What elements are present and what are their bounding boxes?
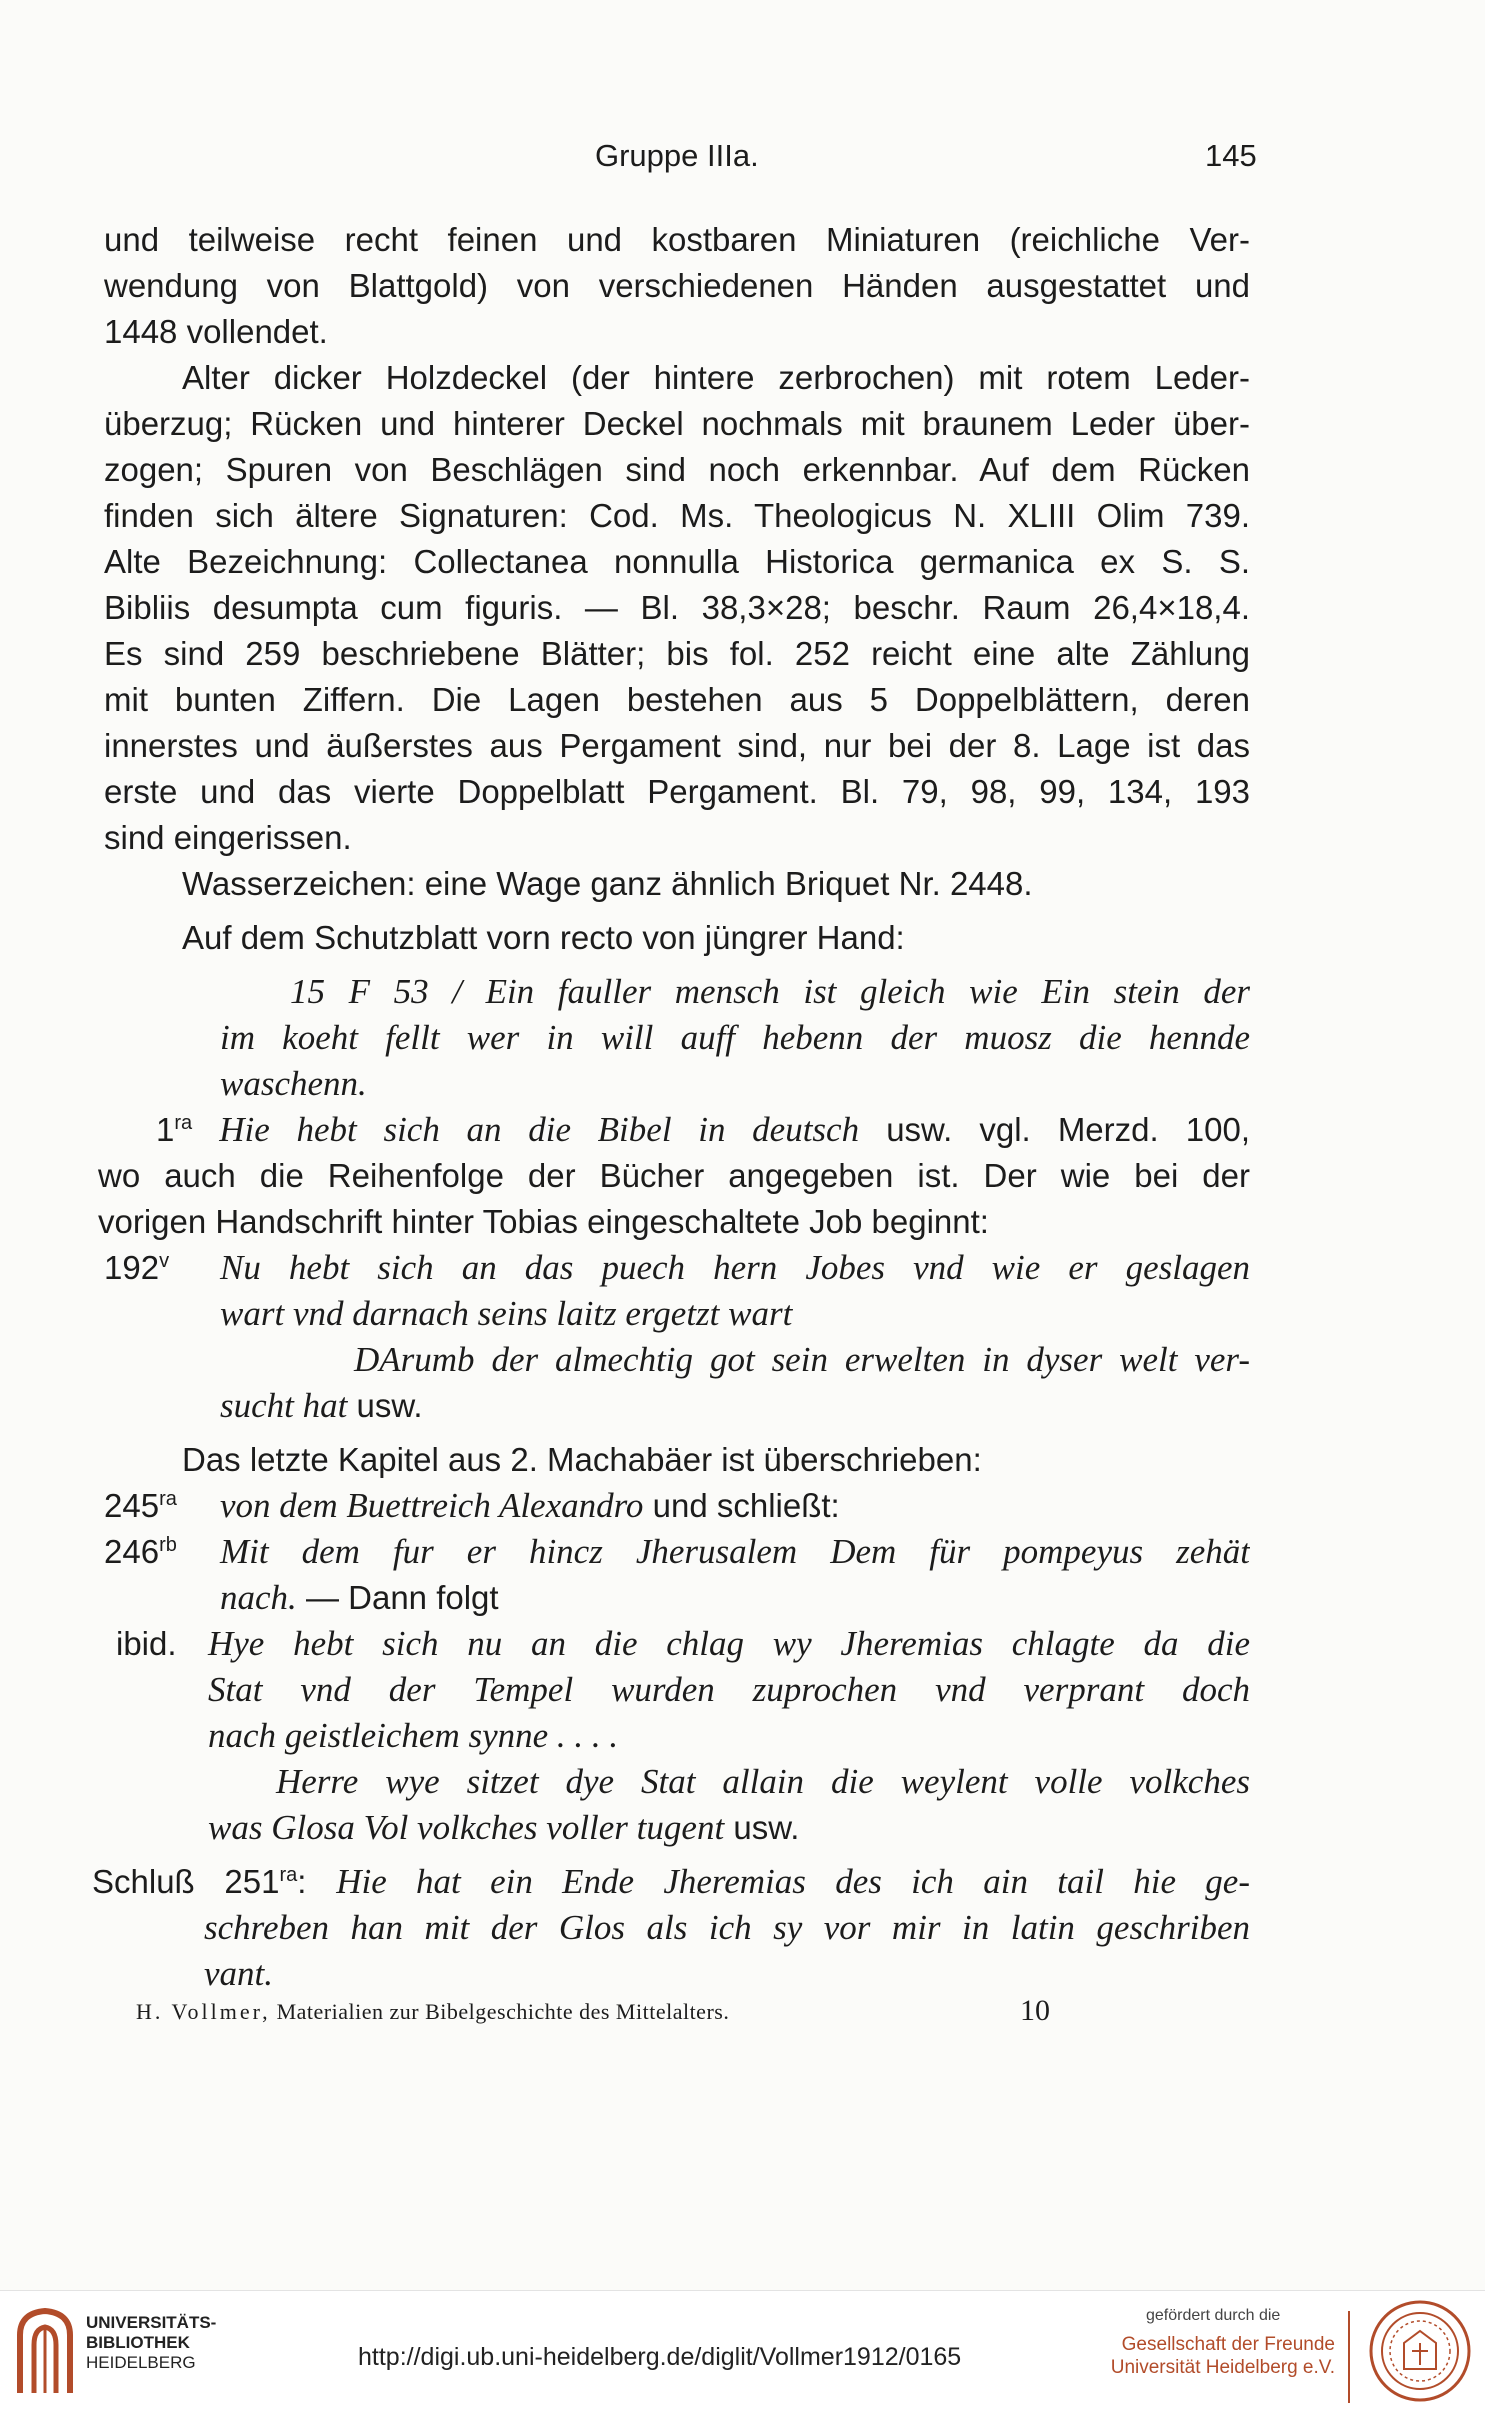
quote-text: Hie hat ein Ende Jheremias des ich ain tail hie ge- (336, 1862, 1250, 1901)
footnote-author: H. Vollmer, (136, 1999, 271, 2024)
quote-line: wart vnd darnach seins laitz ergetzt wart (220, 1294, 793, 1333)
text-line (104, 1529, 1250, 1575)
sponsor-society: Gesellschaft der Freunde Universität Heidelberg e.V. (1110, 2334, 1335, 2378)
quote-line: Herre wye sitzet dye Stat allain die weylent volle volkches (276, 1762, 1250, 1801)
sheet-signature: 10 (1020, 1994, 1050, 2027)
text-line: Alter dicker Holzdeckel (der hintere zerbrochen) mit rotem Leder- (182, 359, 1250, 396)
text-fragment: usw. (356, 1387, 423, 1424)
quote-line: Stat vnd der Tempel wurden zuprochen vnd verprant doch (208, 1670, 1250, 1709)
quote-line: waschenn. (220, 1064, 367, 1103)
quote-text: Hie hebt sich an die Bibel in deutsch (219, 1110, 860, 1149)
text-line: zogen; Spuren von Beschlägen sind noch erkennbar. Auf dem Rücken (104, 451, 1250, 488)
text-line: finden sich ältere Signaturen: Cod. Ms. Theologicus N. XLIII Olim 739. (104, 497, 1250, 534)
folio-number: 245 (104, 1487, 160, 1524)
quote-line: schreben han mit der Glos als ich sy vor mir in latin geschriben (204, 1908, 1250, 1947)
text-line: innerstes und äußerstes aus Pergament sind, nur bei der 8. Lage ist das (104, 727, 1250, 764)
folio-suffix: ra (174, 1112, 193, 1134)
text-line: Wasserzeichen: eine Wage ganz ähnlich Briquet Nr. 2448. (182, 865, 1033, 902)
text-line (104, 1621, 1250, 1667)
page-body (92, 217, 1250, 1997)
text-line (104, 1805, 1250, 1851)
digitization-footer (0, 2290, 1485, 2411)
quote-line: 15 F 53 / Ein fauller mensch ist gleich wie Ein stein der (290, 972, 1250, 1011)
quote-text: was Glosa Vol volkches voller tugent (208, 1808, 725, 1847)
quote-line: nach geistleichem synne . . . . (208, 1716, 619, 1755)
text-fragment: usw. (733, 1809, 800, 1846)
text-line: 1448 vollendet. (104, 313, 328, 350)
quote-line: vant. (204, 1954, 274, 1993)
folio-number: 246 (104, 1533, 160, 1570)
sponsor-label: gefördert durch die (1146, 2307, 1281, 2324)
footnote-title: Materialien zur Bibelgeschichte des Mittelalters. (276, 1999, 730, 2024)
quote-text: Nu hebt sich an das puech hern Jobes vnd wie er geslagen (220, 1248, 1250, 1287)
footer-divider (1348, 2311, 1350, 2403)
text-line (104, 1383, 1250, 1429)
text-line: Auf dem Schutzblatt vorn recto von jüngrer Hand: (182, 919, 905, 956)
folio-number: 1 (156, 1111, 175, 1148)
folio-number: ibid. (116, 1625, 177, 1662)
text-line: Bibliis desumpta cum figuris. — Bl. 38,3×28; beschr. Raum 26,4×18,4. (104, 589, 1250, 626)
text-line (104, 1575, 1250, 1621)
permalink-url[interactable]: http://digi.ub.uni-heidelberg.de/diglit/Vollmer1912/0165 (358, 2343, 962, 2371)
text-line: erste und das vierte Doppelblatt Pergament. Bl. 79, 98, 99, 134, 193 (104, 773, 1250, 810)
text-line: Es sind 259 beschriebene Blätter; bis fol. 252 reicht eine alte Zählung (104, 635, 1250, 672)
text-line: wo auch die Reihenfolge der Bücher angegeben ist. Der wie bei der (98, 1157, 1250, 1194)
quote-text: nach. (220, 1578, 297, 1617)
text-line: Alte Bezeichnung: Collectanea nonnulla Historica germanica ex S. S. (104, 543, 1250, 580)
text-line (104, 1483, 1250, 1529)
folio-suffix: ra (159, 1488, 177, 1510)
page-number: 145 (1205, 138, 1257, 173)
quote-text: Hye hebt sich nu an die chlag wy Jheremias chlagte da die (208, 1624, 1250, 1663)
text-fragment: — Dann folgt (305, 1579, 499, 1616)
text-line: vorigen Handschrift hinter Tobias eingeschaltete Job beginnt: (98, 1203, 989, 1240)
text-line: Das letzte Kapitel aus 2. Machabäer ist überschrieben: (182, 1441, 982, 1478)
folio-number: 192 (104, 1249, 160, 1286)
quote-text: Mit dem fur er hincz Jherusalem Dem für pompeyus zehät (220, 1532, 1250, 1571)
text-line: wendung von Blattgold) von verschiedenen Händen ausgestattet und (104, 267, 1250, 304)
running-title: Gruppe IIIa. (595, 138, 759, 173)
folio-number: Schluß 251 (92, 1863, 280, 1900)
text-line: und teilweise recht feinen und kostbaren Miniaturen (reichliche Ver- (104, 221, 1250, 258)
folio-suffix: ra (279, 1864, 298, 1886)
quote-line: im koeht fellt wer in will auff hebenn der muosz die hennde (220, 1018, 1250, 1057)
text-fragment: und schließt: (652, 1487, 840, 1524)
text-line: überzug; Rücken und hinterer Deckel nochmals mit braunem Leder über- (104, 405, 1250, 442)
book-footnote (136, 1999, 729, 2025)
university-seal-icon (1368, 2299, 1472, 2403)
quote-text: sucht hat (220, 1386, 348, 1425)
text-line (104, 1245, 1250, 1291)
text-line (104, 1107, 1250, 1153)
quote-text: von dem Buettreich Alexandro (220, 1486, 644, 1525)
text-line: mit bunten Ziffern. Die Lagen bestehen aus 5 Doppelblättern, deren (104, 681, 1250, 718)
folio-suffix: v (159, 1250, 170, 1272)
folio-suffix: rb (159, 1534, 177, 1556)
text-line: Schluß $251^{ra}$: Hie hat ein Ende Jheremias des ich ain tail hie ge- (92, 1862, 1250, 1901)
text-line: sind eingerissen. (104, 819, 352, 856)
library-name: UNIVERSITÄTS- BIBLIOTHEK HEIDELBERG (86, 2313, 217, 2372)
quote-line: DArumb der almechtig got sein erwelten in dyser welt ver- (354, 1340, 1250, 1379)
library-logo-icon (10, 2305, 80, 2397)
text-fragment: usw. vgl. Merzd. 100, (886, 1111, 1250, 1148)
